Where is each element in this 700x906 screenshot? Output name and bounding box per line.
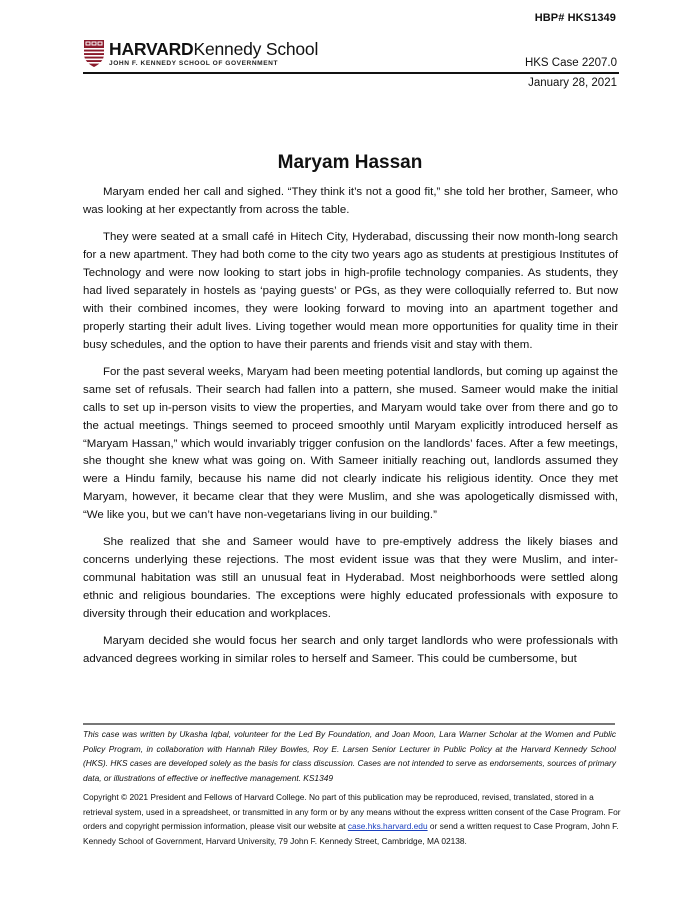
paragraph: For the past several weeks, Maryam had been meeting potential landlords, but coming up against the same set of refusals. Their search had fallen into a pattern, she mused. Sameer would make the initial calls to set up in-person visits to view the properties, and Maryam would take over from there and go to the actual meetings. Things seemed to proceed smoothly until Maryam explicitly introduced herself as “Maryam Hassan,” which would invariably trigger confusion on the landlords’ faces. After a few meetings, she thought she knew what was going on. With Sameer initially reaching out, landlords assumed they were a Hindu family, because his name did not clearly indicate his religious identity. Once they met Maryam, however, it became clear that they were Muslim, and she was apologetically dismissed with, “We like you, but we can’t have non-vegetarians living in our building.” <box>83 365 618 522</box>
case-program-link[interactable]: case.hks.harvard.edu <box>347 821 428 831</box>
paragraph: They were seated at a small café in Hitech City, Hyderabad, discussing their now month-long search for a new apartment. They had both come to the city two years ago as students at prestigious Institutes of Technology and were now looking to start jobs in high-profile technology companies. As students, they had lived separately in hostels as ‘paying guests’ or PGs, as they were colloquially referred to. But now with their combined incomes, they were looking forward to moving into an apartment together and properly starting their adult lives. Living together would mean more opportunities for quality time in their busy schedules, and the option to have their parents and friends visit and stay with them. <box>83 231 618 351</box>
hks-logo <box>84 40 318 67</box>
logo-subtitle: JOHN F. KENNEDY SCHOOL OF GOVERNMENT <box>109 60 279 67</box>
header-divider <box>83 72 619 74</box>
case-number: HKS Case 2207.0 <box>524 57 617 69</box>
copyright-notice: Copyright © 2021 President and Fellows of Harvard College. No part of this publication may be reproduced, revised, translated, stored in a retrieval system, used in a spreadsheet, or transmitted in any form or by any means without the express written consent of the Case Program. For orders and copyright permission information, please visit our website at case.hks.harvard.edu or send a written request to Case Program, John F. Kennedy School of Government, Harvard University, 79 John F. Kennedy Street, Cambridge, MA 02138. <box>83 792 621 846</box>
case-date: January 28, 2021 <box>528 77 617 89</box>
footnote-divider <box>83 723 615 725</box>
document-title: Maryam Hassan <box>277 152 423 173</box>
hbp-number: HBP# HKS1349 <box>534 12 616 24</box>
document-body <box>83 184 618 679</box>
paragraph: Maryam ended her call and sighed. “They think it’s not a good fit,” she told her brother, Sameer, who was looking at her expectantly from across the table. <box>83 186 618 216</box>
logo-wordmark: HARVARDKennedy School <box>109 39 319 59</box>
paragraph: Maryam decided she would focus her search and only target landlords who were professionals with advanced degrees working in similar roles to herself and Sameer. This could be cumbersome, but <box>83 635 618 666</box>
harvard-shield-icon <box>84 40 104 67</box>
case-author-note: This case was written by Ukasha Iqbal, volunteer for the Led By Foundation, and Joan Moon, Lara Warner Scholar at the Women and Public Policy Program, in collaboration with Hannah Riley Bowles, Roy E. Larsen Senior Lecturer in Public Policy at the Harvard Kennedy School (HKS). HKS cases are developed solely as the basis for class discussion. Cases are not intended to serve as endorsements, sources of primary data, or illustrations of effective or ineffective management. KS1349 <box>83 729 616 783</box>
paragraph: She realized that she and Sameer would have to pre-emptively address the likely biases and concerns underlying these rejections. The most evident issue was that they were Muslim, and inter-communal habitation was still an unusual feat in Hyderabad. Most neighborhoods were settled along ethnic and religious boundaries. The exceptions were highly educated professionals with exposure to diversity through their education and workplaces. <box>83 536 618 621</box>
